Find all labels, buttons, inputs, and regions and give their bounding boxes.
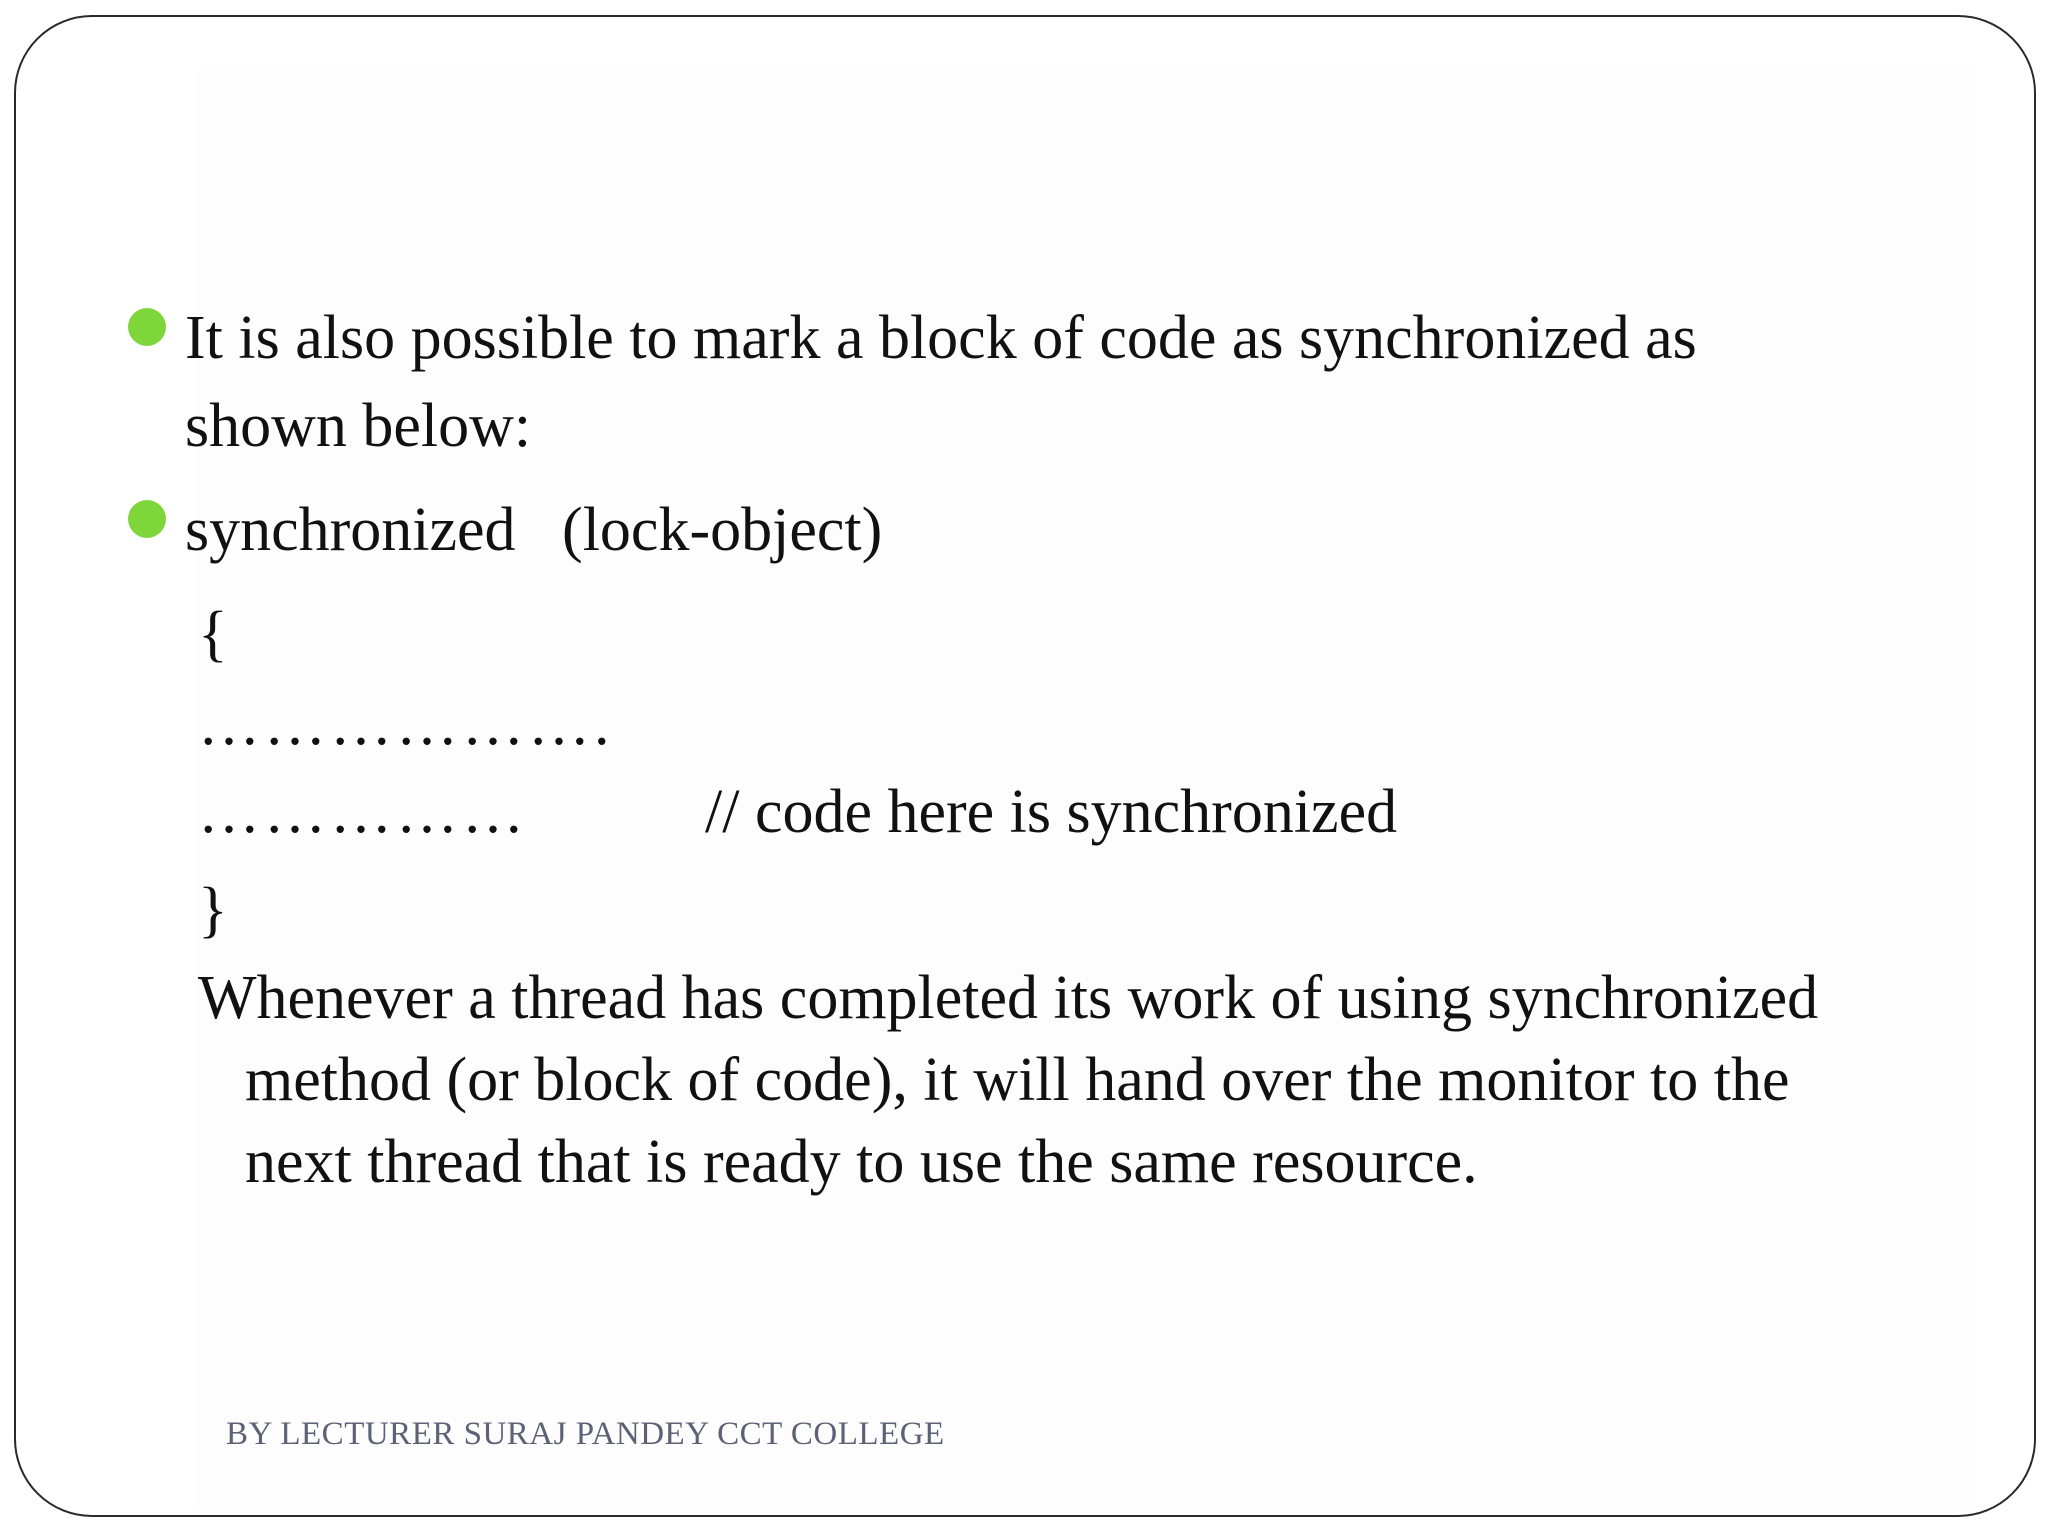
paragraph-line-1: Whenever a thread has completed its work of using synchronized bbox=[198, 964, 1819, 1032]
bullet-2-line-1: synchronized (lock-object) bbox=[185, 496, 883, 564]
code-dots-line-1: ………………. bbox=[198, 690, 614, 758]
bullet-1-line-1: It is also possible to mark a block of code as synchronized as bbox=[185, 304, 1697, 372]
bullet-dot-2 bbox=[128, 500, 166, 538]
footer-credit: BY LECTURER SURAJ PANDEY CCT COLLEGE bbox=[226, 1416, 945, 1452]
paragraph-line-2: method (or block of code), it will hand over the monitor to the bbox=[245, 1046, 1790, 1114]
code-close-brace: } bbox=[198, 876, 228, 944]
paragraph-line-3: next thread that is ready to use the same resource. bbox=[245, 1128, 1478, 1196]
bullet-1-line-2: shown below: bbox=[185, 392, 532, 460]
bullet-dot-1 bbox=[128, 308, 166, 346]
code-dots-line-2: …………… bbox=[198, 778, 528, 846]
code-comment: // code here is synchronized bbox=[705, 778, 1398, 846]
code-open-brace: { bbox=[198, 600, 228, 668]
